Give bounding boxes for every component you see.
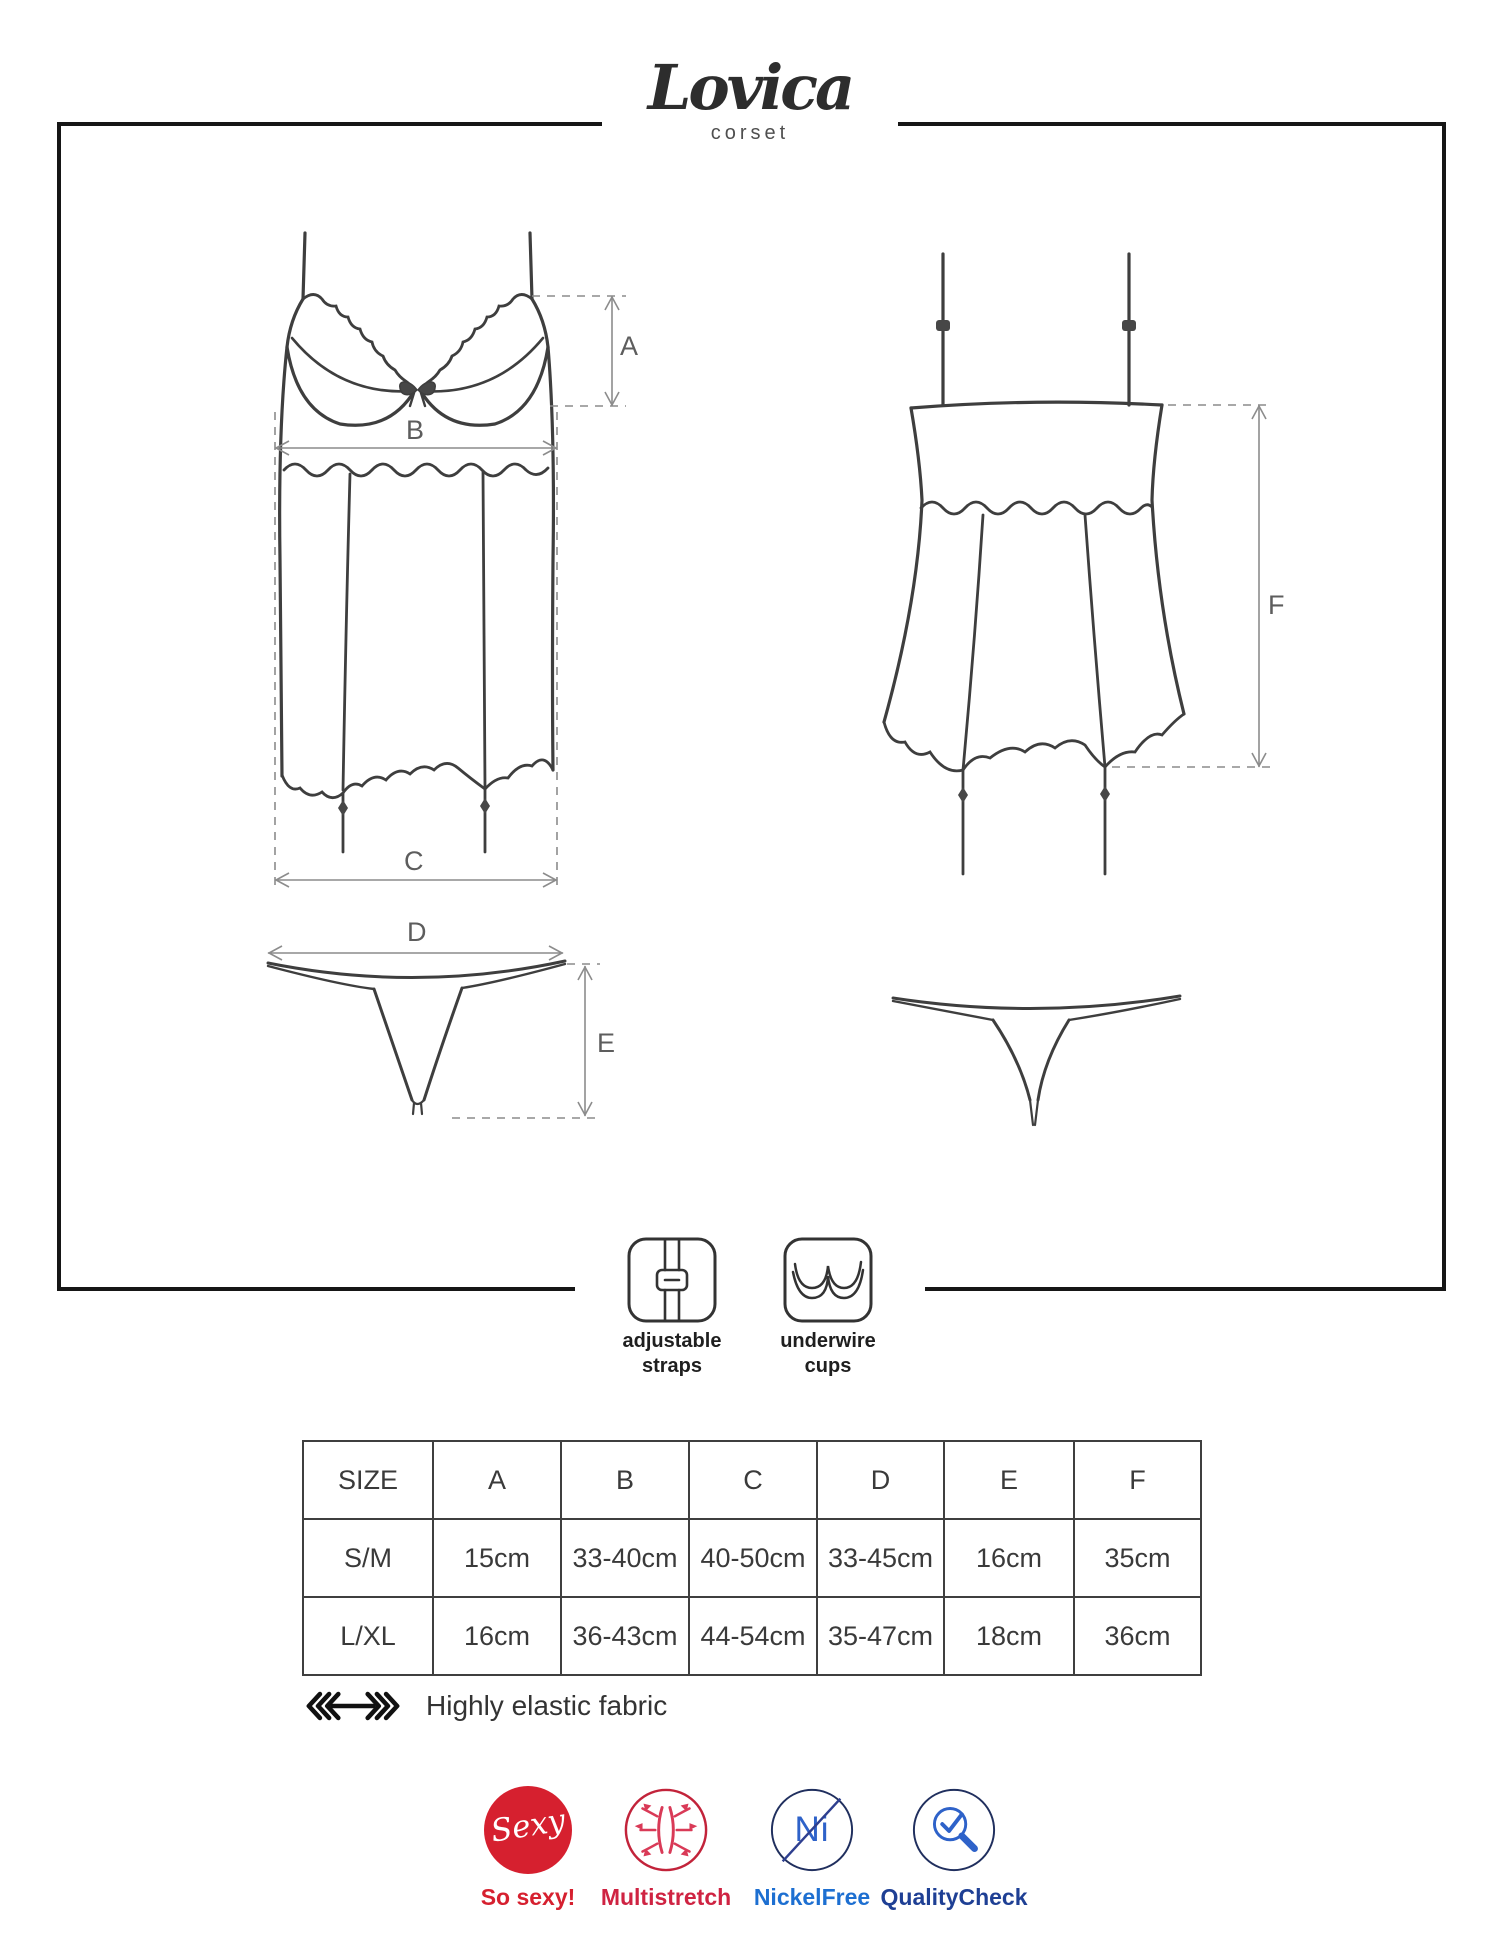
size-table-header-cell: B (561, 1441, 689, 1519)
feature-label-line: cups (804, 1355, 852, 1377)
size-table-cell: 35cm (1074, 1519, 1201, 1597)
size-table-cell: 33-45cm (817, 1519, 944, 1597)
multistretch-icon (622, 1786, 710, 1874)
badge-label: Multistretch (600, 1884, 732, 1910)
brand-subtitle: corset (710, 122, 790, 144)
dim-label-e: E (597, 1028, 616, 1058)
nickel-free-icon (768, 1786, 856, 1874)
feature-adjustable-straps (606, 1236, 738, 1379)
dim-label-a: A (620, 331, 639, 361)
size-table-cell: 16cm (433, 1597, 561, 1675)
size-table-header-cell: E (944, 1441, 1074, 1519)
badge-sexy (453, 1786, 603, 1911)
size-table-cell: 36-43cm (561, 1597, 689, 1675)
feature-label-line: underwire (780, 1330, 876, 1352)
size-table-cell: 35-47cm (817, 1597, 944, 1675)
size-table-header-cell: C (689, 1441, 817, 1519)
size-table-cell: 36cm (1074, 1597, 1201, 1675)
double-arrow-icon (296, 1689, 410, 1723)
dim-label-f: F (1268, 590, 1285, 620)
size-table-header-cell: F (1074, 1441, 1201, 1519)
nickel-symbol-text: Ni (794, 1810, 830, 1849)
size-table-cell: 44-54cm (689, 1597, 817, 1675)
badge-label: QualityCheck (880, 1884, 1028, 1910)
badge-multistretch (591, 1786, 741, 1911)
size-table-header-row (303, 1441, 1201, 1519)
size-table (302, 1440, 1202, 1676)
size-table-header-cell: A (433, 1441, 561, 1519)
size-table-cell: 40-50cm (689, 1519, 817, 1597)
diagram-frame (57, 122, 1446, 1291)
feature-underwire-cups (762, 1236, 894, 1379)
elastic-note (296, 1686, 667, 1726)
size-table-row (303, 1597, 1201, 1675)
size-table-row (303, 1519, 1201, 1597)
sexy-badge-icon (484, 1786, 572, 1874)
underwire-cups-icon (782, 1236, 874, 1324)
badge-label: NickelFree (753, 1884, 871, 1910)
size-table-cell: S/M (303, 1519, 433, 1597)
dim-label-c: C (404, 846, 424, 876)
adjustable-straps-icon (626, 1236, 718, 1324)
brand-logo (602, 51, 898, 145)
size-table-cell: 16cm (944, 1519, 1074, 1597)
badge-qualitycheck (879, 1786, 1029, 1911)
dim-label-d: D (407, 917, 427, 947)
brand-name: Lovica (647, 51, 853, 124)
feature-label-line: adjustable (622, 1330, 722, 1352)
sexy-badge-text: Sexy (488, 1802, 568, 1850)
size-table-cell: 15cm (433, 1519, 561, 1597)
dim-label-b: B (406, 415, 425, 445)
feature-label-line: straps (641, 1355, 703, 1377)
badge-label: So sexy! (480, 1884, 576, 1910)
size-table-header-cell: D (817, 1441, 944, 1519)
size-table-cell: 18cm (944, 1597, 1074, 1675)
elastic-note-text: Highly elastic fabric (426, 1690, 668, 1721)
size-table-cell: L/XL (303, 1597, 433, 1675)
badge-nickelfree (737, 1786, 887, 1911)
quality-check-icon (910, 1786, 998, 1874)
size-table-header-cell: SIZE (303, 1441, 433, 1519)
size-table-cell: 33-40cm (561, 1519, 689, 1597)
